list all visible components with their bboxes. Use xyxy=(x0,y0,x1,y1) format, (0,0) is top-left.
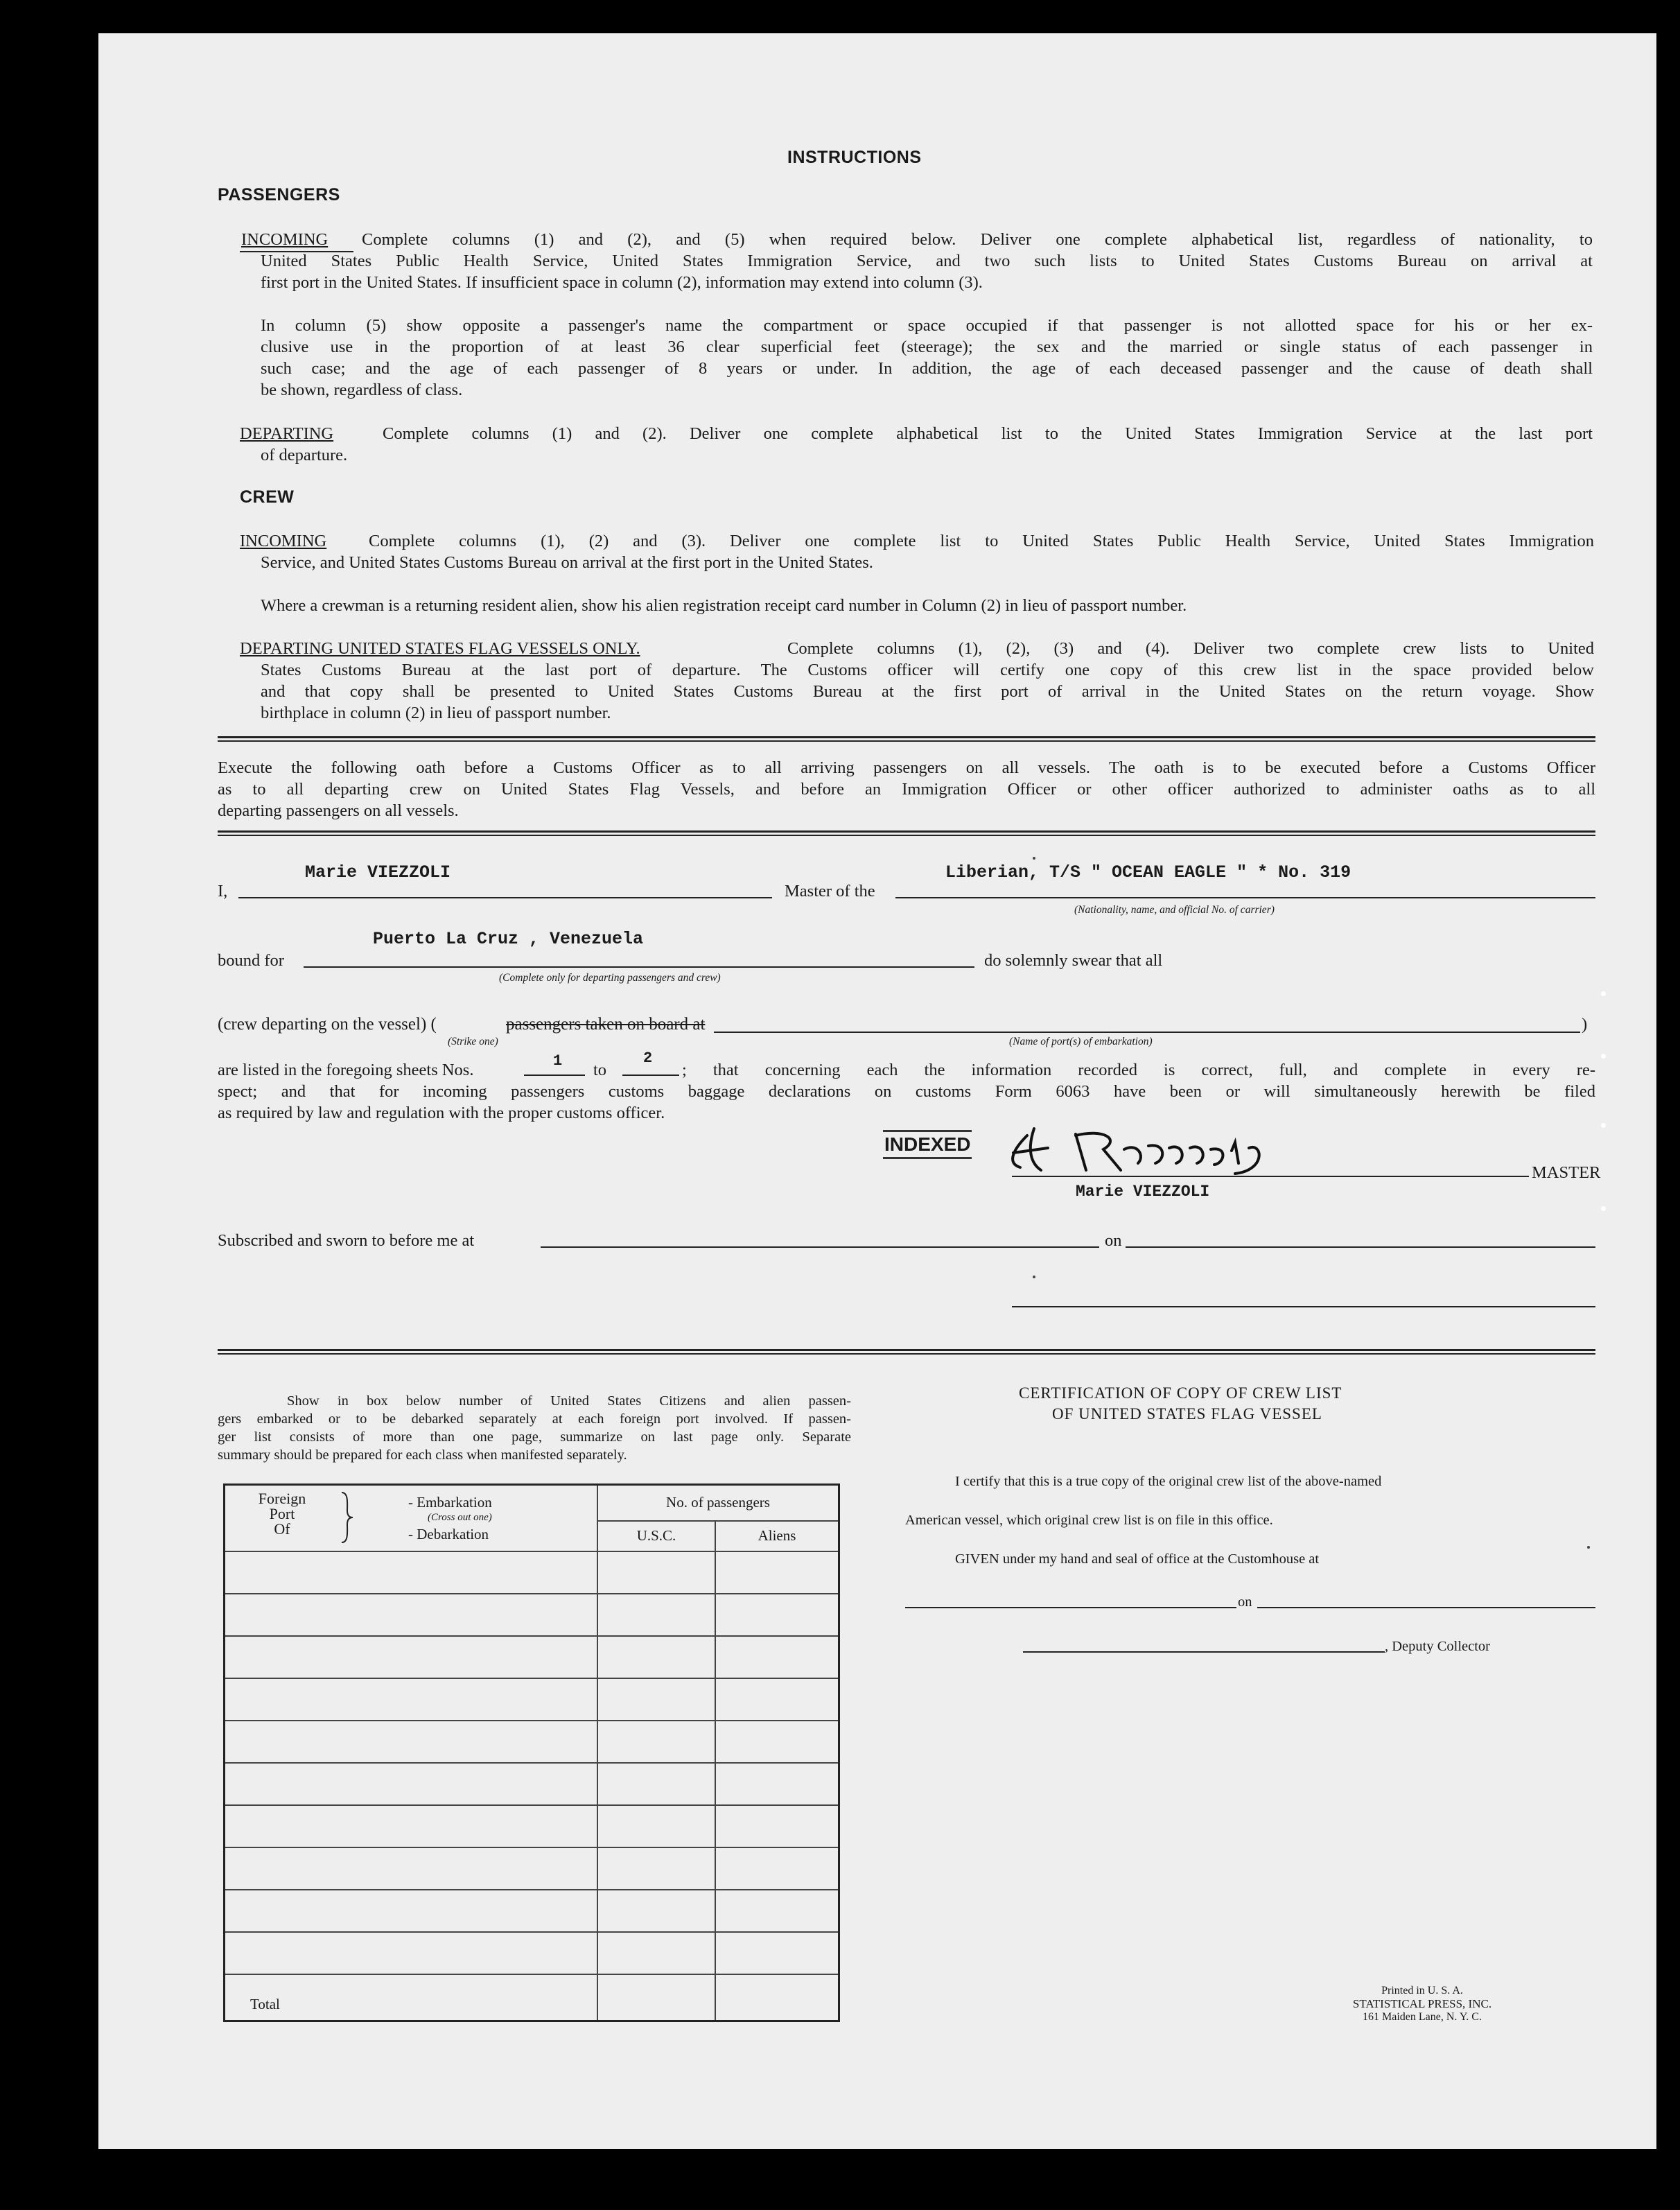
sheet-from-line xyxy=(524,1074,585,1076)
certification-line: I certify that this is a true copy of the original crew list of the above-named xyxy=(955,1474,1382,1489)
total-label: Total xyxy=(225,1974,598,2021)
foreign-port-of: Foreign Port Of xyxy=(258,1490,306,1538)
crew-flag-line: and that copy shall be presented to United States Customs Bureau at the first port of arrival in the United States on the return voyage. Show xyxy=(261,682,1594,701)
master-name: Marie VIEZZOLI xyxy=(305,862,451,882)
scan-dot xyxy=(1601,1054,1606,1059)
aliens-cell xyxy=(715,1932,839,1974)
port-cell xyxy=(225,1678,598,1721)
usc-cell xyxy=(597,1721,715,1763)
listed-line: spect; and that for incoming passengers customs baggage declarations on customs Form 6063 have been or will simultaneously herewith be filed xyxy=(218,1082,1595,1101)
crew-incoming-line: Service, and United States Customs Bureau on arrival at the first port in the United States. xyxy=(261,553,873,572)
crew-incoming-label: INCOMING xyxy=(240,532,327,550)
crew-flag-line: States Customs Bureau at the last port of departure. The Customs officer will certify one copy of this crew list in the space provided below xyxy=(261,661,1594,679)
passengers-incoming-line: Complete columns (1) and (2), and (5) when required below. Deliver one complete alphabetical list, regardless of nationality, to xyxy=(362,230,1593,249)
port-cell xyxy=(225,1932,598,1974)
embarkation-label: - Embarkation xyxy=(408,1494,492,1511)
port-cell xyxy=(225,1847,598,1890)
destination: Puerto La Cruz , Venezuela xyxy=(373,929,644,949)
summary-instruction-line: summary should be prepared for each class when manifested separately. xyxy=(218,1447,627,1463)
vessel-caption: (Nationality, name, and official No. of carrier) xyxy=(1074,904,1275,916)
passengers-departing-label: DEPARTING xyxy=(240,424,334,443)
usc-cell xyxy=(597,1594,715,1636)
page-title: INSTRUCTIONS xyxy=(787,148,922,167)
passengers-departing-line: Complete columns (1) and (2). Deliver one complete alphabetical list to the United States Immigration Service at the last port xyxy=(383,424,1593,443)
crew-flag-line: birthplace in column (2) in lieu of passport number. xyxy=(261,704,611,722)
port-cell xyxy=(225,1551,598,1594)
embarkation-port-line xyxy=(714,1032,1580,1033)
indexed-stamp: INDEXED xyxy=(883,1130,972,1159)
aliens-total-cell xyxy=(715,1974,839,2021)
sheet-to-line xyxy=(622,1074,679,1076)
aliens-cell xyxy=(715,1805,839,1847)
cross-out-caption: (Cross out one) xyxy=(428,1512,492,1523)
sheet-to: 2 xyxy=(643,1050,653,1067)
signature-name: Marie VIEZZOLI xyxy=(1076,1183,1210,1201)
speck xyxy=(1033,857,1035,860)
listed-prefix: are listed in the foregoing sheets Nos. xyxy=(218,1061,474,1079)
subscribed-date-line xyxy=(1126,1246,1595,1248)
usc-cell xyxy=(597,1636,715,1678)
form-page xyxy=(98,33,1656,2149)
port-cell xyxy=(225,1763,598,1805)
master-signature-line xyxy=(1012,1176,1529,1177)
passengers-incoming-line: first port in the United States. If insufficient space in column (2), information may extend into column (3). xyxy=(261,273,983,292)
certification-subtitle: OF UNITED STATES FLAG VESSEL xyxy=(1052,1405,1322,1422)
passengers-struck-text: passengers taken on board at xyxy=(506,1015,706,1034)
deputy-collector-label: , Deputy Collector xyxy=(1385,1639,1491,1654)
vessel-line xyxy=(895,897,1595,898)
usc-cell xyxy=(597,1932,715,1974)
crew-incoming-line: Complete columns (1), (2) and (3). Deliver one complete list to United States Public Health Service, United States Immigration xyxy=(369,532,1594,550)
to-label: to xyxy=(593,1061,607,1079)
column5-line: be shown, regardless of class. xyxy=(261,381,463,399)
listed-line: as required by law and regulation with the proper customs officer. xyxy=(218,1104,665,1122)
crew-departing-text: (crew departing on the vessel) ( xyxy=(218,1015,437,1034)
aliens-cell xyxy=(715,1890,839,1932)
no-of-passengers-header: No. of passengers xyxy=(597,1485,839,1521)
oath-instruction-line: as to all departing crew on United States Flag Vessels, and before an Immigration Officer or other officer authorized to administer oaths as to all xyxy=(218,780,1595,799)
certification-on-label: on xyxy=(1238,1594,1252,1610)
crew-flag-line: Complete columns (1), (2), (3) and (4). Deliver two complete crew lists to United xyxy=(787,639,1594,658)
vessel-name: Liberian, T/S " OCEAN EAGLE " * No. 319 xyxy=(945,862,1351,882)
port-cell xyxy=(225,1636,598,1678)
customhouse-line xyxy=(905,1607,1236,1608)
summary-instruction-line: gers embarked or to be debarked separately at each foreign port involved. If passen- xyxy=(218,1411,851,1427)
officer-signature-line xyxy=(1012,1306,1595,1307)
bound-for-label: bound for xyxy=(218,951,284,970)
destination-caption: (Complete only for departing passengers and crew) xyxy=(499,972,721,984)
subscribed-on-label: on xyxy=(1105,1231,1122,1250)
subscribed-place-line xyxy=(541,1246,1099,1248)
certification-line: GIVEN under my hand and seal of office at the Customhouse at xyxy=(955,1551,1320,1567)
column5-line: In column (5) show opposite a passenger's name the compartment or space occupied if that passenger is not allotted space for his or her ex- xyxy=(261,316,1593,335)
master-signature xyxy=(999,1122,1415,1177)
oath-instruction-line: Execute the following oath before a Customs Officer as to all arriving passengers on all vessels. The oath is to be executed before a Customs Officer xyxy=(218,758,1595,777)
passengers-departing-line: of departure. xyxy=(261,446,348,464)
passengers-incoming-label: INCOMING xyxy=(241,230,329,249)
passengers-incoming-line: United States Public Health Service, United States Immigration Service, and two such lists to United States Customs Bureau on arrival at xyxy=(261,252,1593,270)
usc-total-cell xyxy=(597,1974,715,2021)
listed-rest: ; that concerning each the information recorded is correct, full, and complete in every re- xyxy=(682,1061,1595,1079)
port-header-cell xyxy=(225,1485,598,1551)
usc-cell xyxy=(597,1551,715,1594)
usc-cell xyxy=(597,1890,715,1932)
speck xyxy=(1587,1546,1590,1549)
speck xyxy=(1033,1276,1035,1278)
section-divider xyxy=(218,1349,1595,1355)
close-paren: ) xyxy=(1582,1015,1588,1034)
aliens-cell xyxy=(715,1551,839,1594)
strike-caption: (Strike one) xyxy=(448,1036,498,1047)
debarkation-label: - Debarkation xyxy=(408,1526,489,1542)
aliens-cell xyxy=(715,1678,839,1721)
summary-instruction-line: Show in box below number of United States Citizens and alien passen- xyxy=(287,1393,851,1409)
certification-title: CERTIFICATION OF COPY OF CREW LIST xyxy=(1019,1384,1342,1402)
swear-text: do solemnly swear that all xyxy=(984,951,1163,970)
usc-header: U.S.C. xyxy=(597,1521,715,1551)
crew-heading: CREW xyxy=(240,487,295,507)
column5-line: such case; and the age of each passenger of 8 years or under. In addition, the age of each deceased passenger and the cause of death shall xyxy=(261,359,1593,378)
brace-icon xyxy=(339,1490,356,1545)
column5-line: clusive use in the proportion of at least 36 clear superficial feet (steerage); the sex and the married or single status of each passenger in xyxy=(261,338,1593,356)
crew-resident-line: Where a crewman is a returning resident alien, show his alien registration receipt card number in Column (2) in lieu of passport number. xyxy=(261,596,1187,615)
usc-cell xyxy=(597,1763,715,1805)
deputy-collector-line xyxy=(1023,1651,1385,1653)
scan-dot xyxy=(1601,1123,1606,1128)
summary-instruction-line: ger list consists of more than one page, summarize on last page only. Separate xyxy=(218,1429,851,1445)
aliens-cell xyxy=(715,1594,839,1636)
oath-instruction-line: departing passengers on all vessels. xyxy=(218,801,459,820)
oath-i-label: I, xyxy=(218,882,228,900)
aliens-header: Aliens xyxy=(715,1521,839,1551)
passengers-heading: PASSENGERS xyxy=(218,185,340,205)
port-caption: (Name of port(s) of embarkation) xyxy=(1009,1036,1153,1047)
usc-cell xyxy=(597,1805,715,1847)
port-cell xyxy=(225,1890,598,1932)
scan-dot xyxy=(1601,991,1606,996)
port-cell xyxy=(225,1594,598,1636)
certification-line: American vessel, which original crew list is on file in this office. xyxy=(905,1513,1273,1528)
master-label: MASTER xyxy=(1532,1163,1601,1182)
aliens-cell xyxy=(715,1847,839,1890)
aliens-cell xyxy=(715,1721,839,1763)
aliens-cell xyxy=(715,1763,839,1805)
passenger-summary-table xyxy=(223,1484,840,2022)
port-cell xyxy=(225,1721,598,1763)
certification-date-line xyxy=(1257,1607,1595,1608)
port-cell xyxy=(225,1805,598,1847)
subscribed-label: Subscribed and sworn to before me at xyxy=(218,1231,475,1250)
aliens-cell xyxy=(715,1636,839,1678)
usc-cell xyxy=(597,1847,715,1890)
master-of-the-label: Master of the xyxy=(785,882,875,900)
sheet-from: 1 xyxy=(553,1052,563,1070)
crew-flag-label: DEPARTING UNITED STATES FLAG VESSELS ONLY. xyxy=(240,639,640,658)
section-divider xyxy=(218,736,1595,742)
master-name-line xyxy=(238,897,772,898)
destination-line xyxy=(304,966,974,968)
printer-imprint: Printed in U. S. A. STATISTICAL PRESS, INC. 161 Maiden Lane, N. Y. C. xyxy=(1352,1985,1492,2023)
section-divider xyxy=(218,830,1595,836)
scan-dot xyxy=(1601,1206,1606,1211)
usc-cell xyxy=(597,1678,715,1721)
